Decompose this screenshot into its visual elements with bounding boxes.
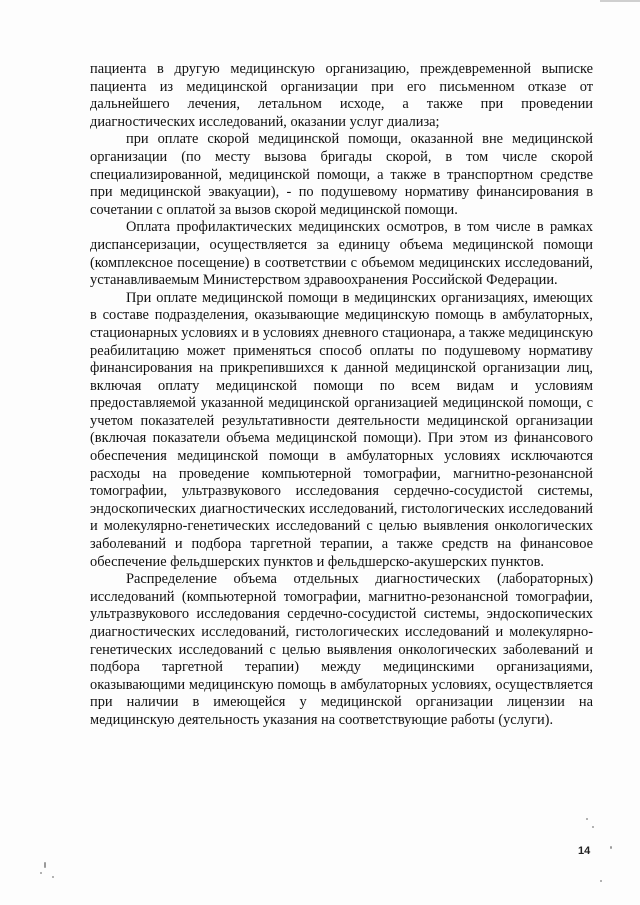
scan-speck xyxy=(44,862,46,868)
scan-speck xyxy=(600,880,602,882)
paragraph-diagnostic-distribution: Распределение объема отдельных диагностических (лабораторных) исследований (компьютерной томографии, магнитно-резонансной томографии, ультразвукового исследования сердечно-сосудистой системы, эндоскопических диагностических исследований, гистологических исследований и молекулярно-генетических исследований с целью выявления онкологических заболеваний и подбора таргетной терапии) между медицинскими организациями, оказывающими медицинскую помощь в амбулаторных условиях, осуществляется при наличии в имеющейся у медицинской организации лицензии на медицинскую деятельность указания на соответствующие работы (услуги). xyxy=(90,571,593,728)
scan-speck xyxy=(592,826,594,828)
page-number: 14 xyxy=(578,845,591,857)
scan-edge-mark xyxy=(600,0,640,2)
paragraph-ambulance-payment: при оплате скорой медицинской помощи, оказанной вне медицинской организации (по месту вызова бригады скорой, в том числе скорой специализированной, медицинской помощи, а также в транспортном средстве при медицинской эвакуации), - по подушевому нормативу финансирования в сочетании с оплатой за вызов скорой медицинской помощи. xyxy=(90,131,593,218)
paragraph-per-capita-payment: При оплате медицинской помощи в медицинских организациях, имеющих в составе подразделения, оказывающие медицинскую помощь в амбулаторных, стационарных условиях и в условиях дневного стационара, а также медицинскую реабилитацию может применяться способ оплаты по подушевому нормативу финансирования на прикрепившихся к данной медицинской организации лиц, включая оплату медицинской помощи по всем видам и условиям предоставляемой указанной медицинской организацией медицинской помощи, с учетом показателей результативности деятельности медицинской организации (включая показатели объема медицинской помощи). При этом из финансового обеспечения медицинской помощи в амбулаторных условиях исключаются расходы на проведение компьютерной томографии, магнитно-резонансной томографии, ультразвукового исследования сердечно-сосудистой системы, эндоскопических диагностических исследований, гистологических исследований и молекулярно-генетических исследований с целью выявления онкологических заболеваний и подбора таргетной терапии, а также средств на финансовое обеспечение фельдшерских пунктов и фельдшерско-акушерских пунктов. xyxy=(90,289,593,570)
body-text xyxy=(90,61,593,730)
scan-speck xyxy=(40,872,42,874)
scan-speck xyxy=(586,818,588,820)
paragraph-preventive-exams: Оплата профилактических медицинских осмотров, в том числе в рамках диспансеризации, осуществляется за единицу объема медицинской помощи (комплексное посещение) в соответствии с объемом медицинских исследований, устанавливаемым Министерством здравоохранения Российской Федерации. xyxy=(90,219,593,289)
scan-speck xyxy=(52,876,54,878)
paragraph-continuation: пациента в другую медицинскую организацию, преждевременной выписке пациента из медицинской организации при его письменном отказе от дальнейшего лечения, летальном исходе, а также при проведении диагностических исследований, оказании услуг диализа; xyxy=(90,61,593,130)
scan-speck xyxy=(610,846,612,849)
